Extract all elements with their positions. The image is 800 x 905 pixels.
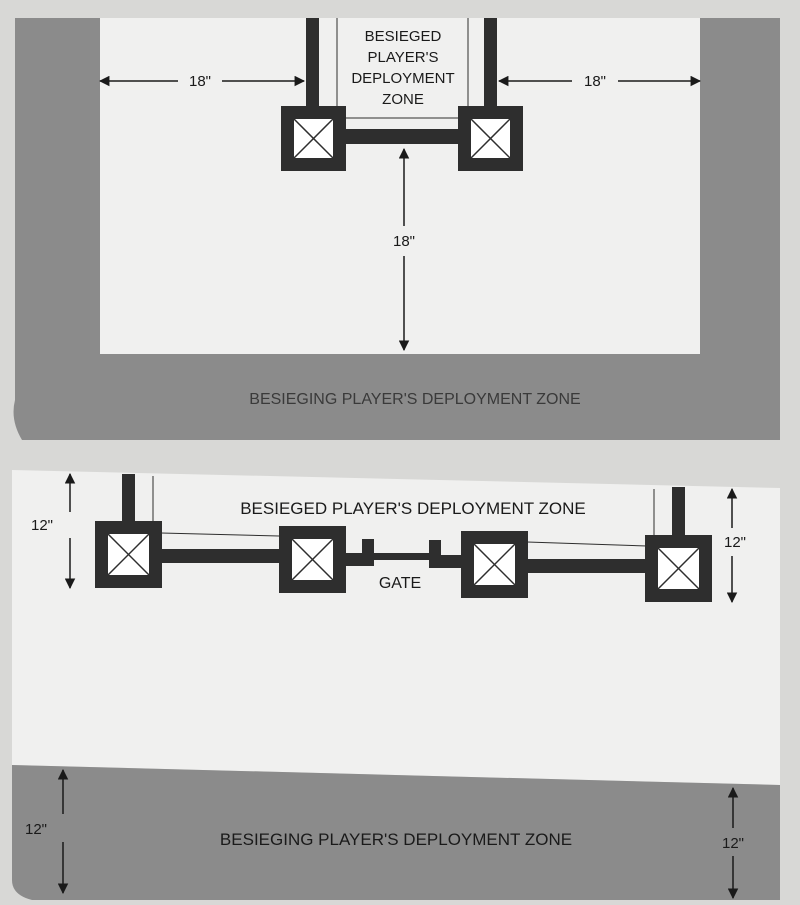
tower: [461, 531, 528, 598]
top-open-field: [100, 18, 700, 354]
bottom-front-wall: [527, 559, 647, 573]
bottom-front-wall: [161, 549, 279, 563]
bottom-front-wall: [429, 555, 462, 568]
top-right-wall: [484, 18, 497, 110]
tower: [279, 526, 346, 593]
tower: [281, 106, 346, 171]
bottom-besieged-zone-label: BESIEGED PLAYER'S DEPLOYMENT ZONE: [240, 499, 586, 518]
tower: [95, 521, 162, 588]
tower: [645, 535, 712, 602]
top-center-distance-label: 18": [392, 233, 416, 250]
tower: [458, 106, 523, 171]
bottom-besieging-zone-label: BESIEGING PLAYER'S DEPLOYMENT ZONE: [219, 830, 573, 849]
bottom-gate-label: GATE: [378, 575, 422, 592]
top-left-distance-label: 18": [188, 73, 212, 90]
bottom-right-lower-distance-label: 12": [721, 835, 745, 852]
top-besieged-zone-line: ZONE: [382, 91, 424, 108]
top-besieged-zone-line: PLAYER'S: [367, 49, 439, 66]
bottom-gate: [374, 553, 429, 560]
top-diagram: [14, 18, 780, 440]
bottom-left-distance-label: 12": [30, 517, 54, 534]
top-left-wall: [306, 18, 319, 110]
top-besieged-zone-line: DEPLOYMENT: [351, 70, 455, 87]
bottom-diagram: [12, 470, 780, 900]
bottom-left-side-wall: [122, 474, 135, 524]
top-right-distance-label: 18": [583, 73, 607, 90]
top-front-wall: [344, 129, 460, 144]
top-besieged-zone-line: BESIEGED: [364, 28, 442, 45]
bottom-left-lower-distance-label: 12": [24, 821, 48, 838]
bottom-right-distance-label: 12": [723, 534, 747, 551]
top-besieging-zone-label: BESIEGING PLAYER'S DEPLOYMENT ZONE: [249, 391, 581, 408]
bottom-right-side-wall: [672, 487, 685, 537]
bottom-gate-post: [362, 539, 374, 566]
